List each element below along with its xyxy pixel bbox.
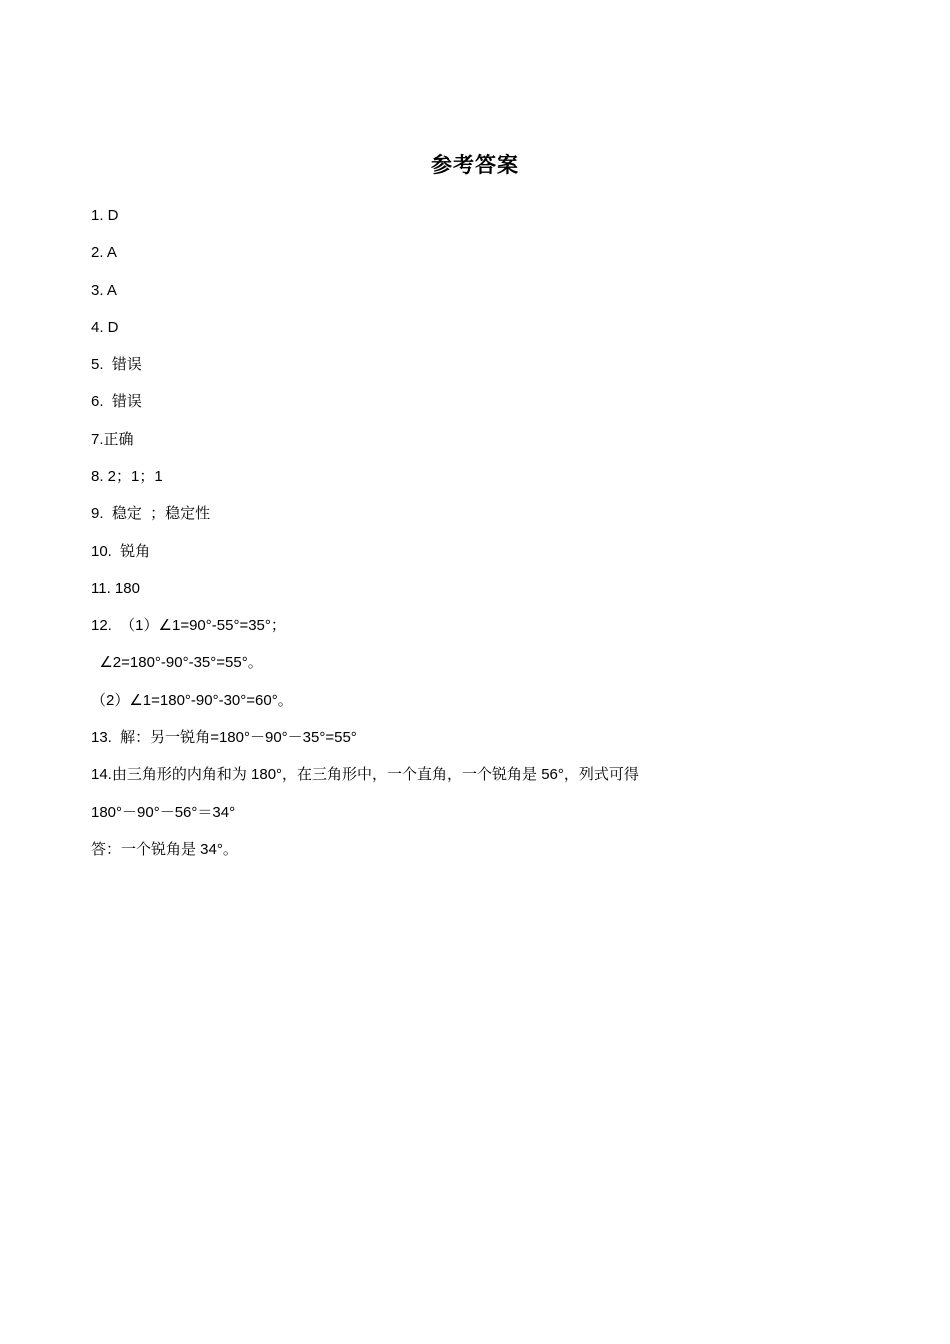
answer-line-12c: （2）∠1=180°-90°-30°=60°。 [91,692,293,709]
answer-line-1: 1. D [91,207,119,224]
answer-line-5: 5. 错误 [91,356,142,373]
answer-line-3: 3. A [91,282,117,299]
answer-line-8: 8. 2；1；1 [91,468,163,485]
answer-line-13: 13. 解：另一锐角=180°－90°－35°=55° [91,729,357,746]
answer-line-6: 6. 错误 [91,393,142,410]
answer-line-2: 2. A [91,244,117,261]
answer-line-7: 7.正确 [91,431,134,448]
answer-line-11: 11. 180 [91,580,140,597]
answer-line-14b: 180°－90°－56°＝34° [91,804,236,821]
answer-line-10: 10. 锐角 [91,543,151,560]
answer-line-12a: 12. （1）∠1=90°-55°=35°； [91,617,286,634]
answer-line-4: 4. D [91,319,119,336]
page-title: 参考答案 [431,154,519,177]
answer-line-14c: 答：一个锐角是 34°。 [91,841,238,858]
answer-line-9: 9. 稳定 ；稳定性 [91,505,211,522]
answer-line-12b: ∠2=180°-90°-35°=55°。 [91,654,263,671]
answer-line-14a: 14.由三角形的内角和为 180°，在三角形中，一个直角，一个锐角是 56°，列式可得 [91,766,639,783]
